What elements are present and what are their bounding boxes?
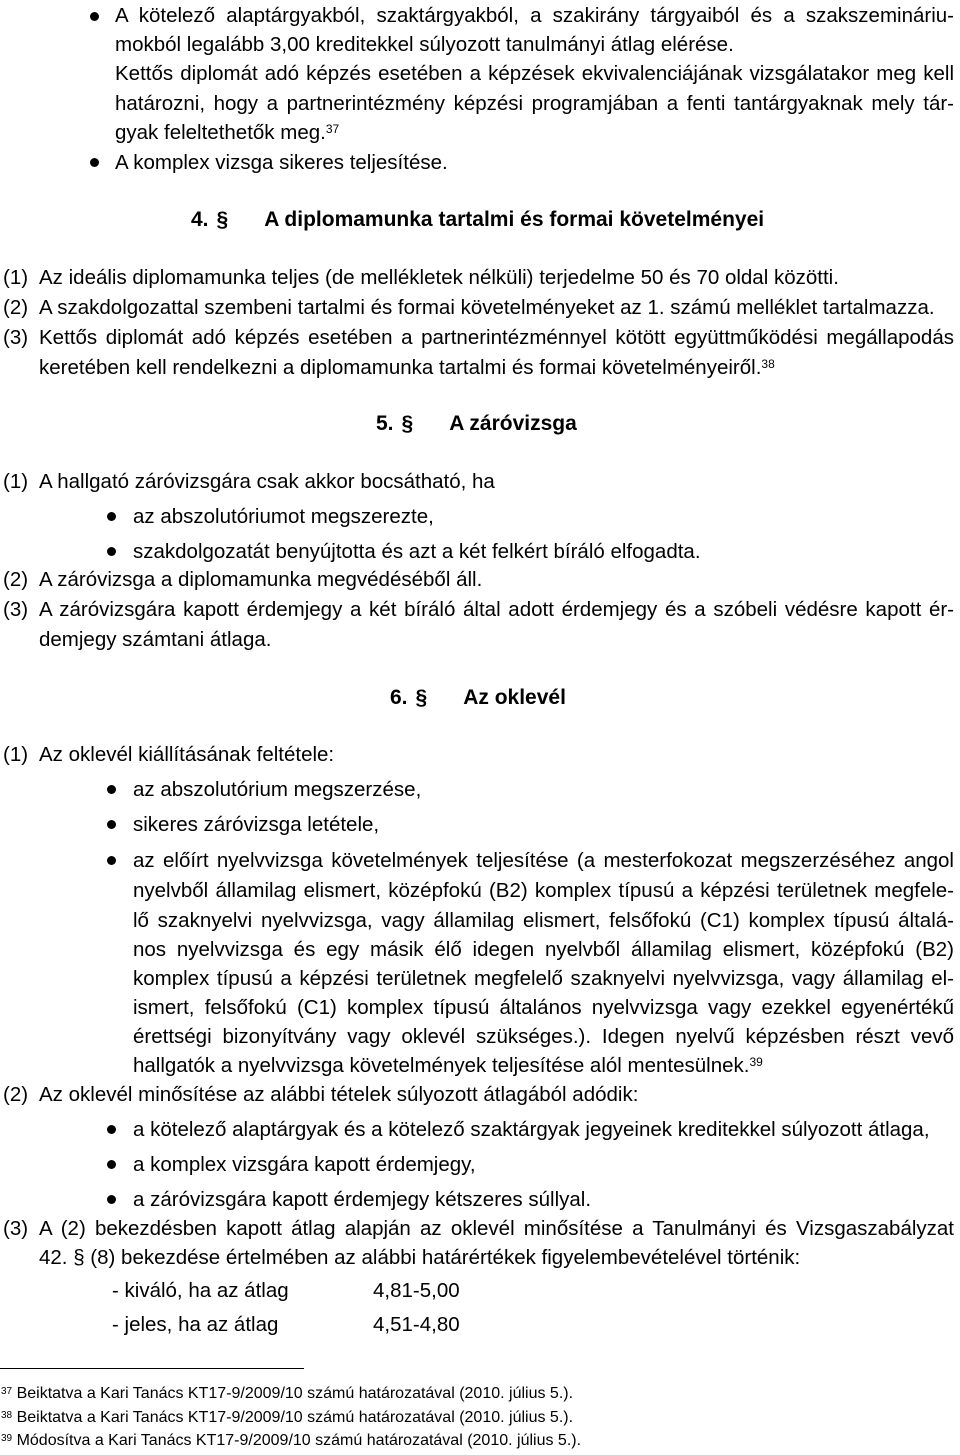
list-item: az abszolutórium megszerzése, xyxy=(133,778,422,801)
paragraph: Az oklevél kiállításának feltétele: xyxy=(39,743,335,766)
list-item: a komplex vizsgára kapott érdemjegy, xyxy=(133,1153,476,1176)
list-item: a kötelező alaptárgyak és a kötelező szaktárgyak jegyeinek kreditekkel súlyozott átlaga, xyxy=(133,1118,930,1141)
paragraph: A záróvizsgára kapott érdemjegy a két bíráló által adott érdemjegy és a szóbeli védésre kapott ér- xyxy=(39,598,954,621)
bullet-dot xyxy=(90,12,99,21)
paragraph: A szakdolgozattal szembeni tartalmi és formai követelményeket az 1. számú melléklet tartalmazza. xyxy=(39,296,935,319)
bullet-dot xyxy=(107,1160,116,1169)
footnote-text: Beiktatva a Kari Tanács KT17-9/2009/10 számú határozatával (2010. július 5.). xyxy=(16,1385,574,1402)
paragraph xyxy=(39,353,775,382)
footnote-number: 38 xyxy=(1,1410,13,1421)
footnote-number: 39 xyxy=(1,1433,13,1444)
bullet-dot xyxy=(90,158,99,167)
grade-label: - kiváló, ha az átlag xyxy=(112,1279,289,1302)
paragraph-number: (3) xyxy=(3,326,29,349)
paragraph-number: (2) xyxy=(3,296,29,319)
section-number: 5. xyxy=(376,412,394,435)
paragraph-number: (3) xyxy=(3,598,29,621)
bullet-dot xyxy=(107,856,116,865)
list-item: lő szaknyelvi nyelvvizsga, vagy államilag elismert, felsőfokú (C1) komplex típusú általá- xyxy=(133,909,954,932)
section-number: 4. xyxy=(191,208,209,231)
bullet-dot xyxy=(107,1125,116,1134)
list-item: komplex típusú a képzési területnek megfelelő szaknyelvi nyelvvizsga, vagy államilag el- xyxy=(133,967,954,990)
paragraph-number: (2) xyxy=(3,568,29,591)
section-heading xyxy=(390,683,566,712)
bullet-dot xyxy=(107,547,116,556)
footnote xyxy=(1,1384,573,1404)
list-item: nos nyelvvizsga és egy másik élő idegen nyelvből államilag elismert, középfokú (B2) xyxy=(133,938,954,961)
paragraph: demjegy számtani átlaga. xyxy=(39,628,272,651)
paragraph: 42. § (8) bekezdése értelmében az alábbi határértékek figyelembevételével történik: xyxy=(39,1246,801,1269)
intro-line: mokból legalább 3,00 kreditekkel súlyozott tanulmányi átlag elérése. xyxy=(115,33,734,56)
bullet-dot xyxy=(107,820,116,829)
footnote xyxy=(1,1408,573,1428)
list-item: sikeres záróvizsga letétele, xyxy=(133,813,380,836)
paragraph-text: keretében kell rendelkezni a diplomamunka tartalmi és formai követelményeiről. xyxy=(39,356,762,379)
paragraph: A záróvizsga a diplomamunka megvédéséből áll. xyxy=(39,568,483,591)
section-symbol: § xyxy=(415,686,428,709)
grade-range: 4,81-5,00 xyxy=(373,1279,460,1302)
section-heading xyxy=(191,205,764,234)
footnote-ref: 38 xyxy=(761,357,775,371)
list-item: az abszolutóriumot megszerezte, xyxy=(133,505,434,528)
list-item: érettségi bizonyítvány vagy oklevél szükséges.). Idegen nyelvű képzésben részt vevő xyxy=(133,1025,954,1048)
grade-range: 4,51-4,80 xyxy=(373,1313,460,1336)
footnote-text: Módosítva a Kari Tanács KT17-9/2009/10 számú határozatával (2010. július 5.). xyxy=(16,1432,582,1449)
intro-text: gyak feleltethetők meg. xyxy=(115,121,326,144)
footnote xyxy=(1,1431,581,1451)
paragraph: Kettős diplomát adó képzés esetében a partnerintézménnyel kötött együttműködési megállapodás xyxy=(39,326,954,349)
paragraph-number: (1) xyxy=(3,743,29,766)
list-item: ismert, felsőfokú (C1) komplex típusú általános nyelvvizsga vagy ezekkel egyenértékű xyxy=(133,996,954,1019)
section-symbol: § xyxy=(216,208,229,231)
paragraph-number: (1) xyxy=(3,266,29,289)
list-item xyxy=(133,1051,763,1080)
paragraph: A hallgató záróvizsgára csak akkor bocsátható, ha xyxy=(39,470,495,493)
footnote-separator xyxy=(0,1368,304,1369)
paragraph: A (2) bekezdésben kapott átlag alapján az oklevél minősítése a Tanulmányi és Vizsgaszabályzat xyxy=(39,1217,954,1240)
list-item: az előírt nyelvvizsga követelmények teljesítése (a mesterfokozat megszerzéséhez angol xyxy=(133,849,954,872)
section-title: Az oklevél xyxy=(463,686,566,709)
bullet-dot xyxy=(107,1195,116,1204)
section-heading xyxy=(376,409,577,438)
intro-line: A kötelező alaptárgyakból, szaktárgyakból, a szakirány tárgyaiból és a szakszemináriu- xyxy=(115,4,954,27)
section-number: 6. xyxy=(390,686,408,709)
paragraph-number: (3) xyxy=(3,1217,29,1240)
list-item: szakdolgozatát benyújtotta és azt a két felkért bíráló elfogadta. xyxy=(133,540,701,563)
bullet-dot xyxy=(107,512,116,521)
paragraph-number: (2) xyxy=(3,1083,29,1106)
intro-item: A komplex vizsga sikeres teljesítése. xyxy=(115,151,448,174)
paragraph: Az ideális diplomamunka teljes (de mellékletek nélküli) terjedelme 50 és 70 oldal közötti. xyxy=(39,266,839,289)
grade-label: - jeles, ha az átlag xyxy=(112,1313,279,1336)
paragraph-number: (1) xyxy=(3,470,29,493)
list-item-text: hallgatók a nyelvvizsga követelmények teljesítése alól mentesülnek. xyxy=(133,1054,750,1077)
footnote-text: Beiktatva a Kari Tanács KT17-9/2009/10 számú határozatával (2010. július 5.). xyxy=(16,1409,574,1426)
footnote-ref: 39 xyxy=(749,1055,763,1069)
intro-line: határozni, hogy a partnerintézmény képzési programjában a fenti tantárgyaknak mely tár- xyxy=(115,92,954,115)
section-title: A záróvizsga xyxy=(449,412,577,435)
paragraph: Az oklevél minősítése az alábbi tételek súlyozott átlagából adódik: xyxy=(39,1083,639,1106)
footnote-number: 37 xyxy=(1,1386,13,1397)
section-symbol: § xyxy=(401,412,414,435)
intro-line xyxy=(115,118,339,147)
footnote-ref: 37 xyxy=(325,122,340,136)
bullet-dot xyxy=(107,785,116,794)
section-title: A diplomamunka tartalmi és formai követelményei xyxy=(264,208,765,231)
list-item: nyelvből államilag elismert, középfokú (B2) komplex típusú a képzési területnek megfele- xyxy=(133,879,954,902)
list-item: a záróvizsgára kapott érdemjegy kétszeres súllyal. xyxy=(133,1188,592,1211)
intro-line: Kettős diplomát adó képzés esetében a képzések ekvivalenciájának vizsgálatakor meg kell xyxy=(115,62,954,85)
